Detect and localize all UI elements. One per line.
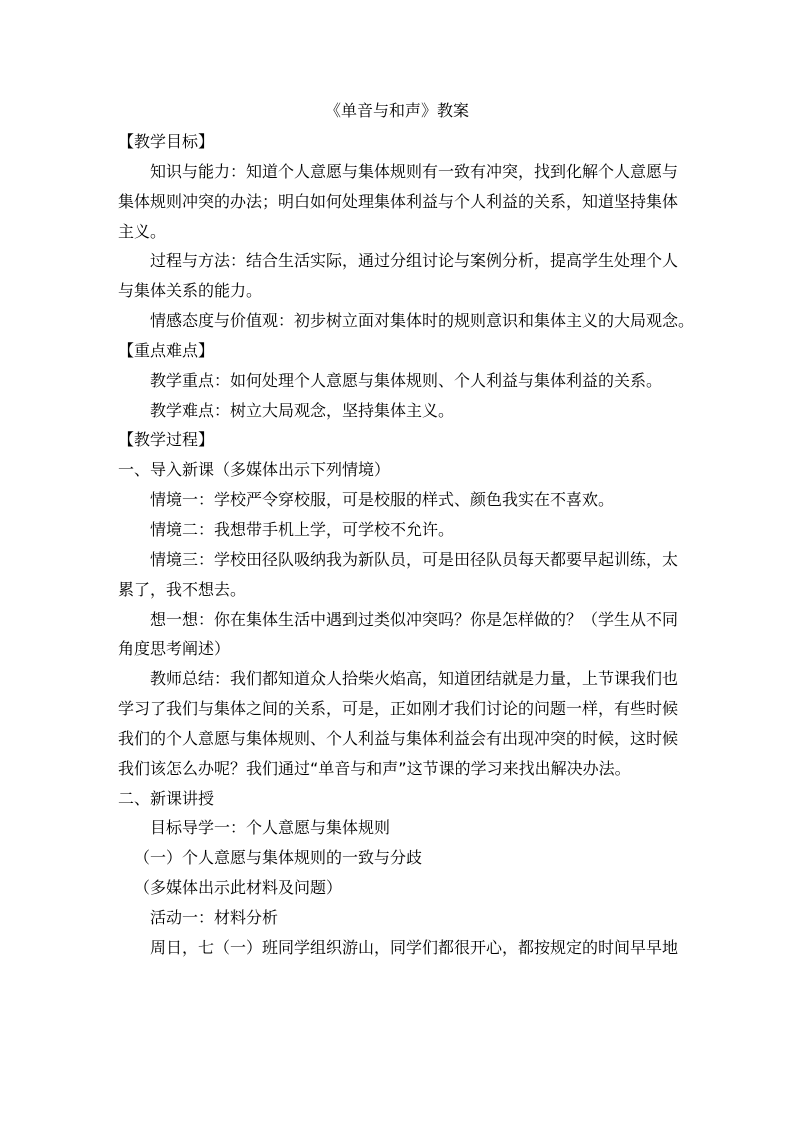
document-title: 《单音与和声》教案	[324, 101, 469, 120]
paragraph-line: 累了，我不想去。	[118, 579, 247, 599]
paragraph-line: 与集体关系的能力。	[118, 281, 263, 301]
paragraph-line: 教师总结：我们都知道众人拾柴火焰高，知道团结就是力量，上节课我们也	[150, 669, 679, 689]
paragraph-line: 活动一：材料分析	[150, 907, 279, 927]
paragraph-line: （多媒体出示此材料及问题）	[134, 878, 343, 898]
paragraph-line: 角度思考阐述）	[118, 639, 231, 659]
paragraph-line: 情感态度与价值观：初步树立面对集体时的规则意识和集体主义的大局观念。	[150, 311, 695, 331]
section-heading-objectives: 【教学目标】	[118, 132, 215, 151]
paragraph-line: 情境二：我想带手机上学，可学校不允许。	[150, 519, 455, 539]
paragraph-line: （一）个人意愿与集体规则的一致与分歧	[134, 848, 423, 868]
document-body	[118, 127, 695, 963]
paragraph-line: 我们该怎么办呢？我们通过“单音与和声”这节课的学习来找出解决办法。	[118, 758, 631, 778]
paragraph-line: 知识与能力：知道个人意愿与集体规则有一致有冲突，找到化解个人意愿与	[150, 161, 679, 181]
paragraph-line: 集体规则冲突的办法；明白如何处理集体利益与个人利益的关系，知道坚持集体	[118, 191, 679, 211]
subsection-heading: 一、导入新课（多媒体出示下列情境）	[118, 460, 391, 480]
paragraph-line: 周日，七（一）班同学组织游山，同学们都很开心，都按规定的时间早早地	[150, 937, 679, 957]
paragraph-line: 学习了我们与集体之间的关系，可是，正如刚才我们讨论的问题一样，有些时候	[118, 699, 679, 719]
paragraph-line: 情境三：学校田径队吸纳我为新队员，可是田径队员每天都要早起训练，太	[150, 549, 679, 569]
paragraph-line: 情境一：学校严令穿校服，可是校服的样式、颜色我实在不喜欢。	[150, 490, 615, 510]
paragraph-line: 我们的个人意愿与集体规则、个人利益与集体利益会有出现冲突的时候，这时候	[118, 728, 679, 748]
paragraph-line: 过程与方法：结合生活实际，通过分组讨论与案例分析，提高学生处理个人	[150, 251, 679, 271]
paragraph-line: 想一想：你在集体生活中遇到过类似冲突吗？你是怎样做的？（学生从不同	[150, 609, 679, 629]
paragraph-line: 教学难点：树立大局观念，坚持集体主义。	[150, 400, 455, 420]
subsection-heading: 二、新课讲授	[118, 788, 215, 808]
section-heading-process: 【教学过程】	[118, 430, 215, 450]
paragraph-line: 主义。	[118, 221, 167, 241]
paragraph-line: 教学重点：如何处理个人意愿与集体规则、个人利益与集体利益的关系。	[150, 370, 663, 390]
paragraph-line: 目标导学一：个人意愿与集体规则	[150, 818, 391, 838]
section-heading-key-points: 【重点难点】	[118, 340, 215, 360]
